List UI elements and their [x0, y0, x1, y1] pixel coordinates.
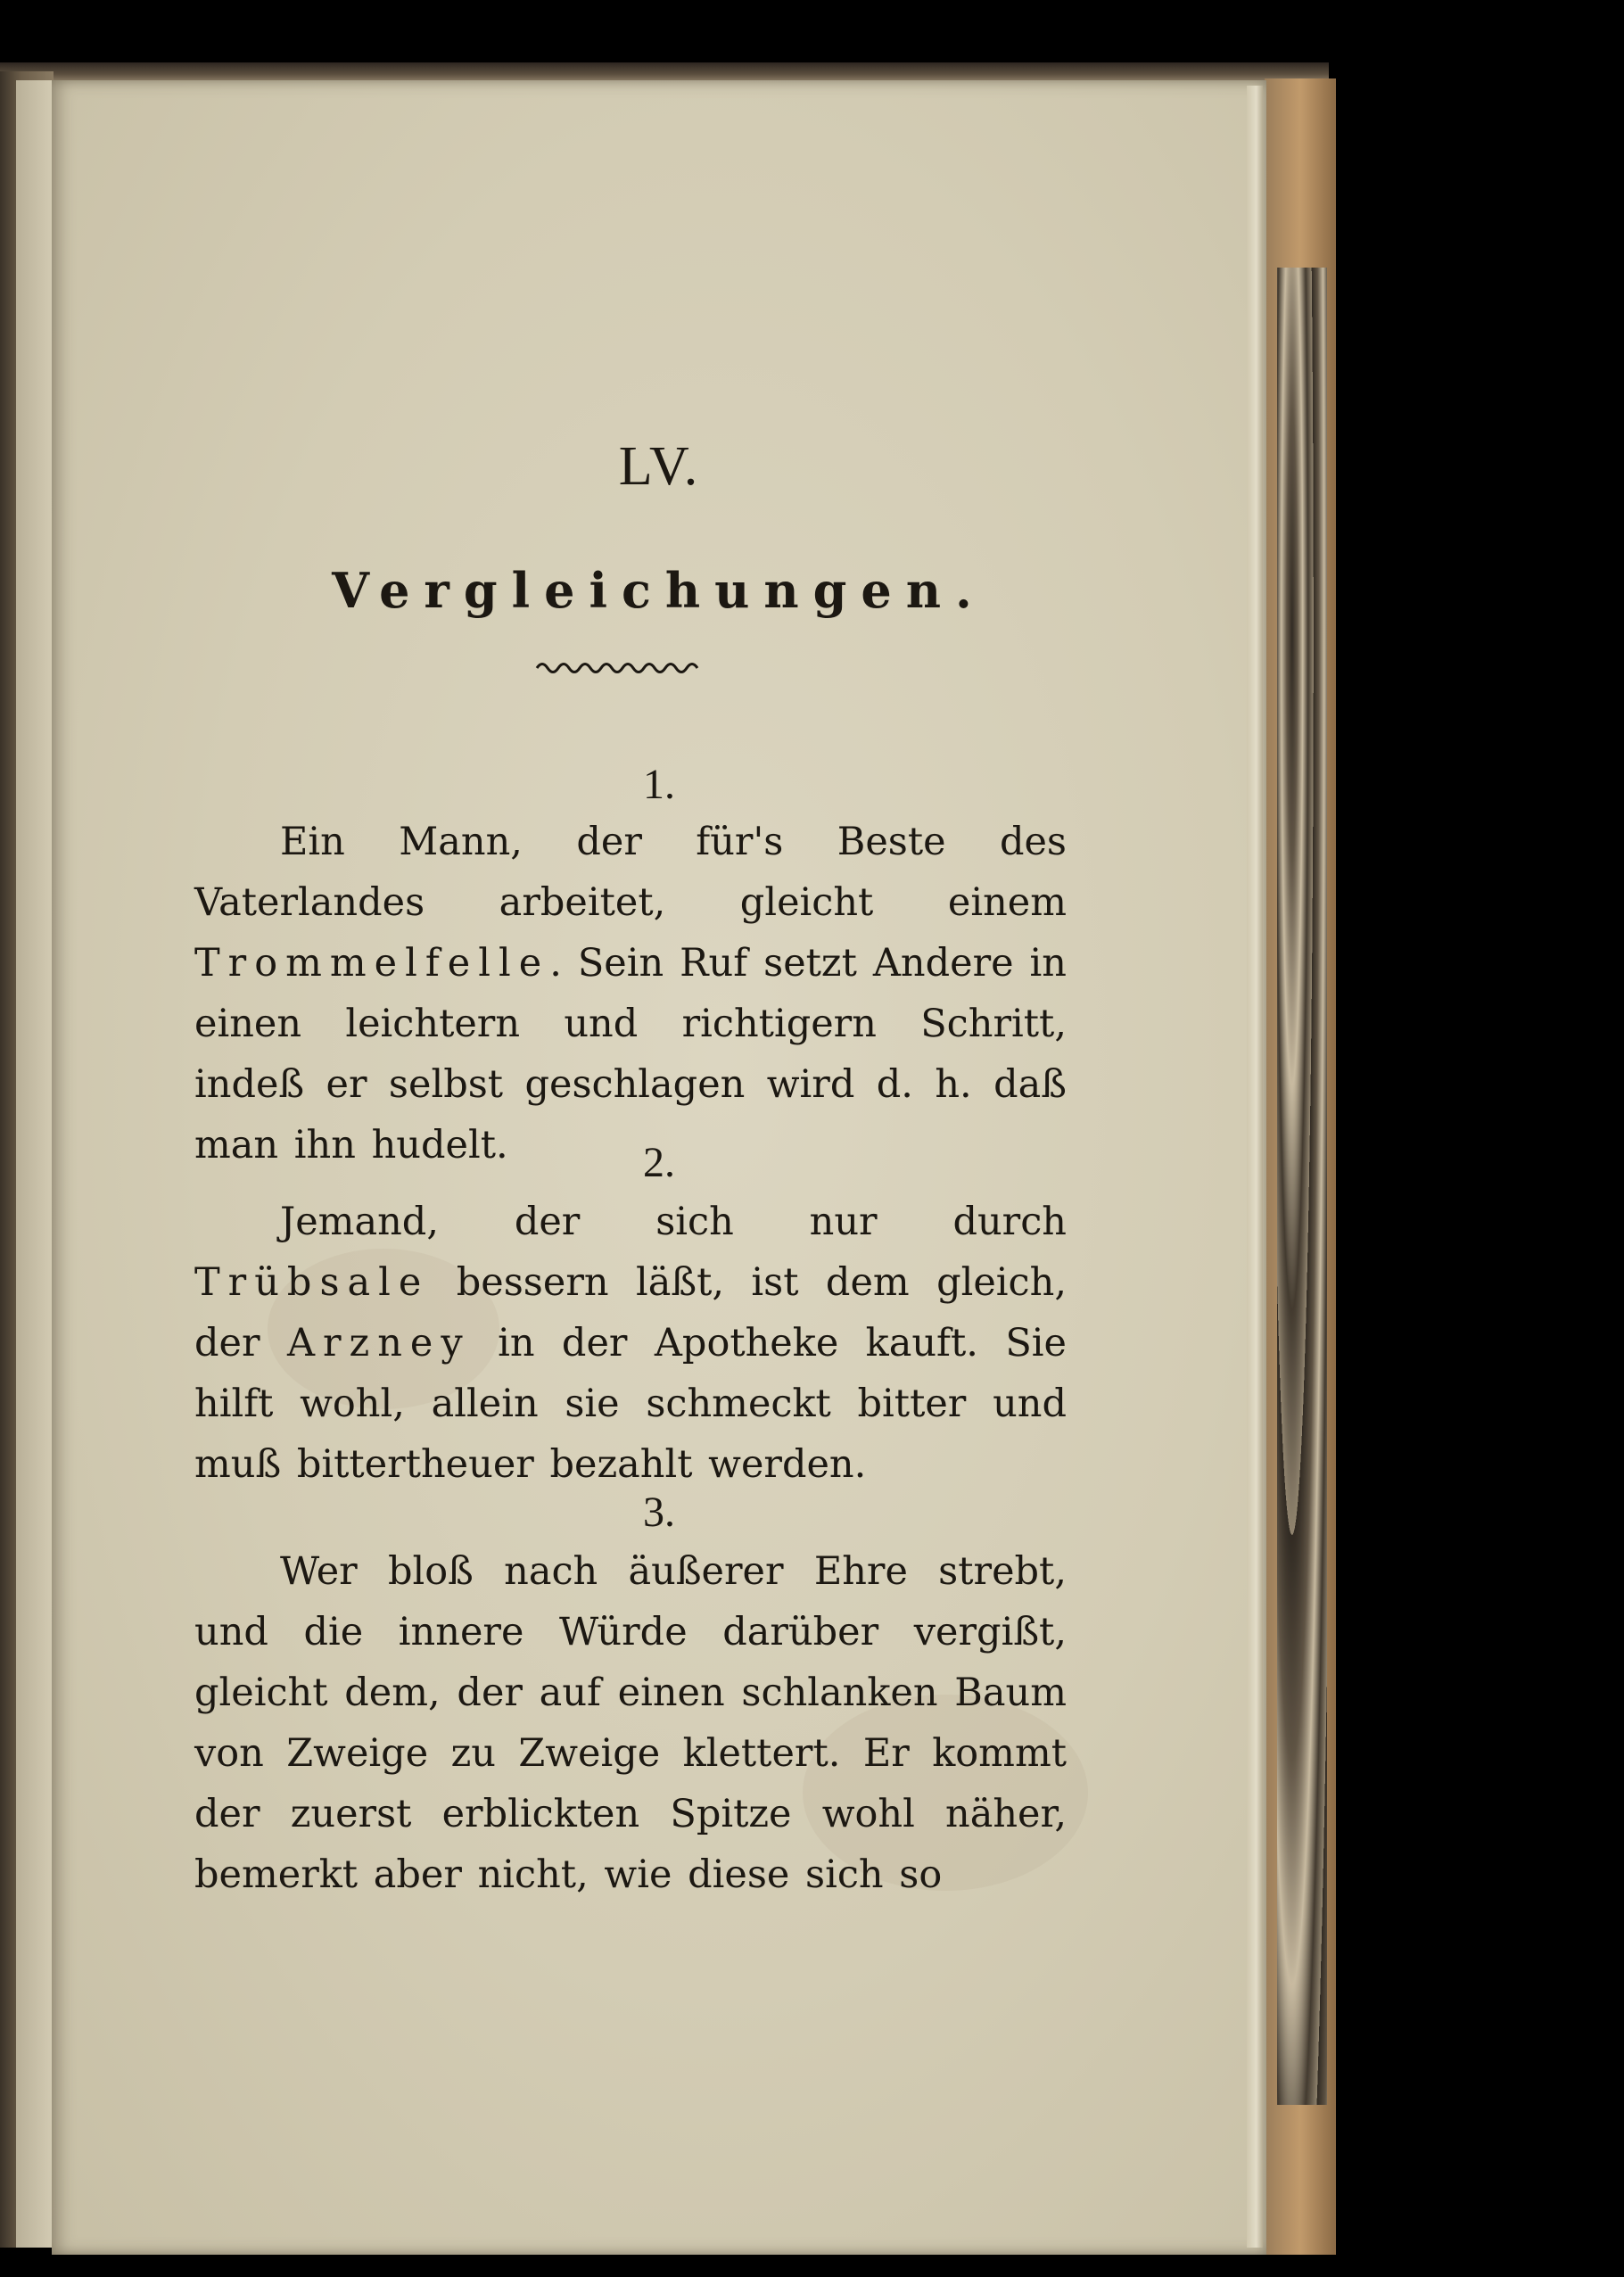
chapter-number: LV.	[618, 436, 700, 497]
text-run: bessern läßt, ist dem gleich, der	[194, 1260, 1067, 1365]
text-run: in der Apotheke kauft. Sie hilft wohl, allein sie schmeckt bitter und muß bittertheuer bezahlt werden.	[194, 1321, 1067, 1487]
marbled-cover-pattern	[1277, 268, 1327, 2105]
emphasized-word: Trommelfelle	[194, 941, 550, 986]
chapter-title: Vergleichungen.	[332, 562, 986, 619]
emphasized-word: Arzney	[286, 1321, 471, 1365]
text-run: Ein Mann, der für's Beste des Vaterlandes arbeitet, gleicht einem	[194, 820, 1067, 925]
binding-top-edge	[0, 62, 1329, 82]
section-number: 1.	[643, 761, 675, 808]
section-text	[194, 1541, 1067, 1905]
section-text	[194, 1192, 1067, 1495]
section-number: 3.	[643, 1489, 675, 1536]
text-run: Wer bloß nach äußerer Ehre strebt, und die innere Würde darüber vergißt, gleicht dem, der auf einen schlanken Baum von Zweige zu Zweige klettert. Er kommt der zuerst erblickten Spitze wohl näher, bemerkt aber nicht, wie diese sich so	[194, 1549, 1067, 1897]
previous-page-edge	[16, 80, 54, 2248]
text-run: . Sein Ruf setzt Andere in einen leichtern und richtigern Schritt, indeß er selbst geschlagen wird d. h. daß man ihn hudelt.	[194, 941, 1067, 1167]
text-run: Jemand, der sich nur durch	[280, 1200, 1067, 1244]
ornament-divider	[535, 658, 703, 678]
section-number: 2.	[643, 1139, 675, 1186]
emphasized-word: Trübsale	[194, 1260, 430, 1305]
section-text	[194, 812, 1067, 1176]
